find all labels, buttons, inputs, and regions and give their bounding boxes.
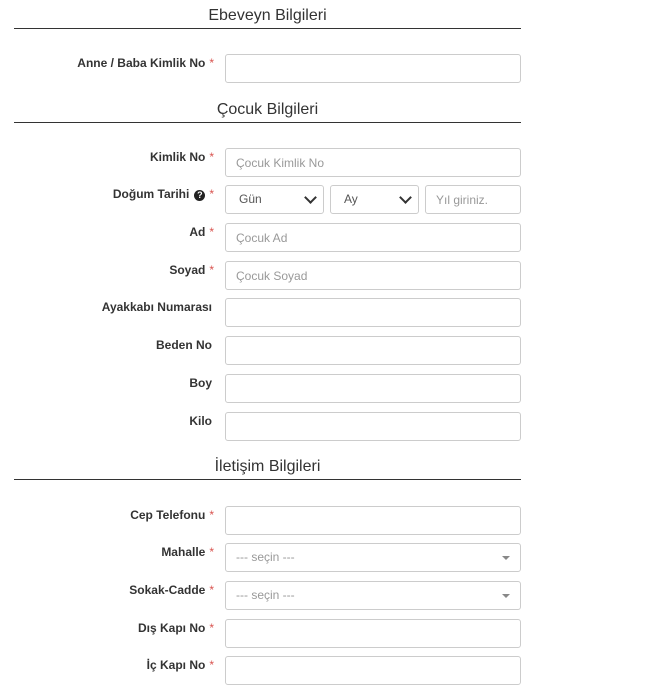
parent-id-input[interactable] [225,54,521,83]
required-mark: * [209,56,214,70]
required-mark: * [209,621,214,635]
phone-label [130,507,214,523]
child-surname-label-text: Soyad [169,263,206,277]
weight-label: Kilo [189,414,212,428]
parent-id-label [77,55,214,71]
birth-date-label [113,186,214,202]
section-title-parent: Ebeveyn Bilgileri [14,6,521,29]
child-surname-input[interactable] [225,261,521,290]
birth-date-label-text: Doğum Tarihi [112,187,190,201]
phone-label-text: Cep Telefonu [130,508,206,522]
required-mark: * [209,187,214,201]
required-mark: * [209,263,214,277]
neighborhood-select[interactable] [225,543,521,572]
shoe-size-input[interactable] [225,298,521,327]
shoe-size-label: Ayakkabı Numarası [101,300,212,314]
clothing-size-input[interactable] [225,336,521,365]
birth-year-input[interactable] [425,185,521,214]
birth-day-select[interactable] [225,185,324,214]
child-name-label-text: Ad [189,225,206,239]
caret-down-icon [502,594,510,598]
birth-month-select[interactable] [330,185,419,214]
outer-door-label-text: Dış Kapı No [137,621,206,635]
child-id-input[interactable] [225,148,521,177]
height-input[interactable] [225,374,521,403]
required-mark: * [209,583,214,597]
required-mark: * [209,658,214,672]
child-id-label [150,149,214,165]
inner-door-input[interactable] [225,656,521,685]
chevron-down-icon [399,191,412,204]
birth-day-value: Gün [239,192,262,206]
neighborhood-label [161,544,214,560]
weight-input[interactable] [225,412,521,441]
section-title-child: Çocuk Bilgileri [14,100,521,123]
chevron-down-icon [304,191,317,204]
section-title-contact: İletişim Bilgileri [14,457,521,480]
inner-door-label [147,657,214,673]
child-name-input[interactable] [225,223,521,252]
required-mark: * [209,545,214,559]
street-label [129,582,214,598]
clothing-size-label: Beden No [155,338,212,352]
child-id-label-text: Kimlik No [149,150,206,164]
outer-door-label [138,620,214,636]
required-mark: * [209,150,214,164]
neighborhood-label-text: Mahalle [161,545,206,559]
street-value: --- seçin --- [236,588,295,602]
child-surname-label [169,262,214,278]
required-mark: * [209,508,214,522]
outer-door-input[interactable] [225,619,521,648]
caret-down-icon [502,556,510,560]
neighborhood-value: --- seçin --- [236,550,295,564]
inner-door-label-text: İç Kapı No [146,658,206,672]
phone-input[interactable] [225,506,521,535]
street-select[interactable] [225,581,521,610]
question-circle-icon[interactable]: ? [194,190,205,201]
street-label-text: Sokak-Cadde [129,583,206,597]
birth-month-value: Ay [344,192,358,206]
parent-id-label-text: Anne / Baba Kimlik No [77,56,206,70]
height-label: Boy [189,376,212,390]
child-name-label [189,224,214,240]
required-mark: * [209,225,214,239]
